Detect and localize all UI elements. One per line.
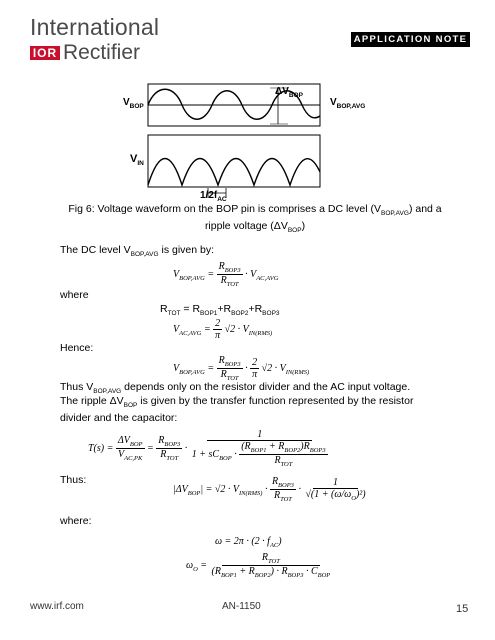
thus-label: Thus: bbox=[60, 474, 87, 486]
logo-international: International bbox=[30, 14, 160, 40]
vin-rectified-wave bbox=[148, 159, 320, 186]
label-vbop: $V_{BOP}$ bbox=[123, 97, 144, 110]
thus-paragraph: Thus $V_{BOP,AVG}$ depends only on the resistor divider and the AC input voltage. bbox=[60, 381, 411, 395]
equation-vac-avg: $V_{AC,AVG}$ = $\frac{2}{\pi}$ $√2 \cdot V_{IN(RMS)}$ bbox=[173, 318, 273, 341]
hence-label: Hence: bbox=[60, 342, 94, 354]
vin-plot-frame bbox=[148, 135, 320, 187]
logo-rectifier bbox=[30, 42, 140, 64]
rtot-definition: $R_{TOT} = R_{BOP1}+R_{BOP2}+R_{BOP3}$ bbox=[160, 303, 280, 317]
equation-omega: $\omega = 2\pi \cdot (2 \cdot f_{AC})$ bbox=[215, 536, 282, 549]
label-period: $1/2f_{AC}$ bbox=[200, 190, 227, 203]
equation-vbop-avg-expanded: $V_{BOP,AVG}$ = $\frac{R_{BOP3}}{R_{TOT}}$ · $\frac{2}{\pi}$ $√2 \cdot V_{IN(RMS)}$ bbox=[173, 355, 310, 382]
logo-rectifier-text: Rectifier bbox=[63, 41, 141, 64]
footer-page-number: 15 bbox=[456, 603, 469, 615]
application-note-banner: APPLICATION NOTE bbox=[351, 32, 470, 47]
footer-doc-id: AN-1150 bbox=[222, 601, 261, 612]
ripple-paragraph: The ripple $\Delta V_{BOP}$ is given by the transfer function represented by the resistor divider and the capacitor: bbox=[60, 395, 414, 424]
footer-url[interactable]: www.irf.com bbox=[30, 601, 84, 612]
label-delta-vbop: $\Delta V_{BOP}$ bbox=[275, 86, 303, 99]
equation-transfer-function: T(s) = $\frac{\Delta V_{BOP}}{V_{AC,PK}}$ = $\frac{R_{BOP3}}{R_{TOT}}$ · 1 $1 + sC_{BOP}$ · $\frac{(R_{BOP1} + R_{BOP2})R_{BOP3}}{R_{TOT}}$ bbox=[88, 429, 326, 468]
label-vin: $V_{IN}$ bbox=[130, 153, 144, 167]
label-vbop-avg: $V_{BOP,AVG}$ bbox=[330, 97, 366, 110]
figure-caption: Fig 6: Voltage waveform on the BOP pin is comprises a DC level $(V_{BOP,AVG})$ and a ripple voltage $(\Delta V_{BOP})$ bbox=[68, 203, 442, 234]
where-label-1: where bbox=[60, 289, 89, 301]
where-label-2: where: bbox=[60, 515, 92, 527]
dc-level-sentence: The DC level $V_{BOP,AVG}$ is given by: bbox=[60, 244, 215, 258]
equation-vbop-avg: $V_{BOP,AVG}$ = $\frac{R_{BOP3}}{R_{TOT}}$ · $V_{AC,AVG}$ bbox=[173, 261, 279, 288]
logo-ir-mark: IOR bbox=[30, 46, 60, 60]
equation-omega-o: $\omega_O$ = $\frac{R_{TOT}}{(R_{BOP1} + R_{BOP2}) \cdot R_{BOP3} \cdot C_{BOP}}$ bbox=[186, 552, 331, 579]
equation-ripple-magnitude: $|\Delta V_{BOP}| = √2 \cdot V_{IN(RMS)}$ · $\frac{R_{BOP3}}{R_{TOT}}$ · $\frac{1}{√(1 + (\omega/\omega_O)^2)}$ bbox=[173, 476, 366, 503]
